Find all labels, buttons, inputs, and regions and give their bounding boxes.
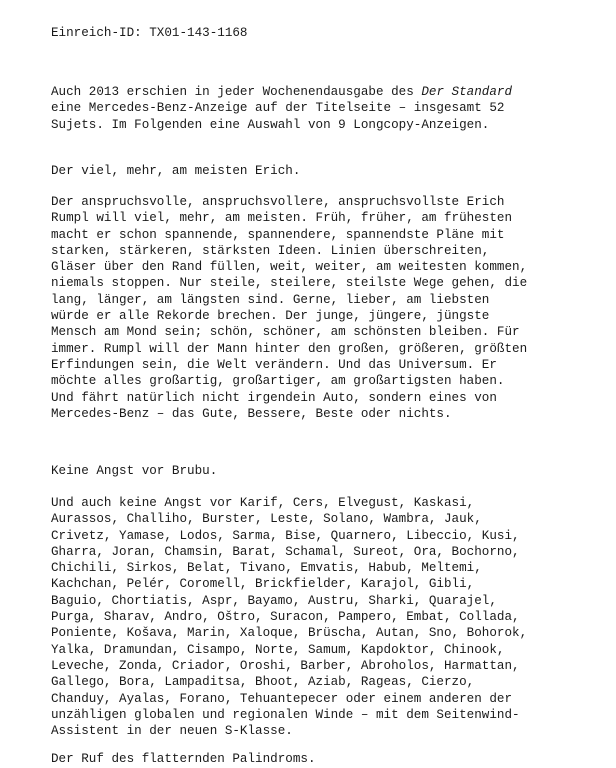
intro-line-2: eine Mercedes-Benz-Anzeige auf der Titelseite – insgesamt 52 bbox=[51, 101, 505, 116]
paragraph-line: möchte alles großartig, großartiger, am großartigsten haben. bbox=[51, 374, 505, 389]
paragraph-line: Crivetz, Yamase, Lodos, Sarma, Bise, Quarnero, Libeccio, Kusi, bbox=[51, 528, 520, 543]
paragraph-line: Leveche, Zonda, Criador, Oroshi, Barber, Abroholos, Harmattan, bbox=[51, 658, 520, 673]
section-1-heading: Der viel, mehr, am meisten Erich. bbox=[51, 164, 301, 178]
intro-line-3: Sujets. Im Folgenden eine Auswahl von 9 Longcopy-Anzeigen. bbox=[51, 117, 490, 132]
paragraph-line: Kachchan, Pelér, Coromell, Brickfielder, Karajol, Gibli, bbox=[51, 577, 475, 592]
paragraph-line: Chichili, Sirkos, Belat, Tivano, Emvatis, Habub, Meltemi, bbox=[51, 561, 482, 576]
paragraph-line: Der anspruchsvolle, anspruchsvollere, anspruchsvollste Erich bbox=[51, 195, 505, 209]
submission-id: Einreich-ID: TX01-143-1168 bbox=[51, 26, 248, 40]
paragraph-line: Assistent in der neuen S-Klasse. bbox=[51, 724, 293, 739]
paragraph-line: unzähligen globalen und regionalen Winde – mit dem Seitenwind- bbox=[51, 707, 520, 722]
intro-line-1 bbox=[51, 84, 512, 100]
intro-paragraph bbox=[51, 84, 512, 133]
paragraph-line: macht er schon spannende, spannendere, spannendste Pläne mit bbox=[51, 227, 505, 242]
paragraph-line: Und auch keine Angst vor Karif, Cers, Elvegust, Kaskasi, bbox=[51, 496, 475, 510]
paragraph-line: starken, stärkeren, stärksten Ideen. Linien überschreiten, bbox=[51, 243, 490, 258]
paragraph-line: Erfindungen sein, die Welt verändern. Und das Universum. Er bbox=[51, 357, 497, 372]
section-1-paragraph bbox=[51, 194, 527, 422]
section-2-paragraph bbox=[51, 495, 527, 739]
paragraph-line: immer. Rumpl will der Mann hinter den großen, größeren, größten bbox=[51, 341, 528, 356]
paragraph-line: Purga, Sharav, Andro, Oštro, Suracon, Pampero, Embat, Collada, bbox=[51, 610, 520, 625]
paragraph-line: Mensch am Mond sein; schön, schöner, am schönsten bleiben. Für bbox=[51, 325, 520, 340]
paragraph-line: niemals stoppen. Nur steile, steilere, steilste Wege gehen, die bbox=[51, 276, 528, 291]
paragraph-line: lang, länger, am längsten sind. Gerne, lieber, am liebsten bbox=[51, 292, 490, 307]
paragraph-line: Gharra, Joran, Chamsin, Barat, Schamal, Sureot, Ora, Bochorno, bbox=[51, 544, 520, 559]
section-2-heading: Keine Angst vor Brubu. bbox=[51, 464, 218, 478]
paragraph-line: Gallego, Bora, Lampaditsa, Bhoot, Aziab, Rageas, Cierzo, bbox=[51, 675, 475, 690]
paragraph-line: Chanduy, Ayalas, Forano, Tehuantepecer oder einem anderen der bbox=[51, 691, 513, 706]
paragraph-line: Gläser über den Rand füllen, weit, weiter, am weitesten kommen, bbox=[51, 260, 528, 275]
paragraph-line: würde er alle Rekorde brechen. Der junge, jüngere, jüngste bbox=[51, 309, 490, 324]
paragraph-line: Aurassos, Challiho, Burster, Leste, Solano, Wambra, Jauk, bbox=[51, 512, 482, 527]
paragraph-line: Yalka, Dramundan, Cisampo, Norte, Samum, Kapdoktor, Chinook, bbox=[51, 642, 505, 657]
paragraph-line: Baguio, Chortiatis, Aspr, Bayamo, Austru, Sharki, Quarajel, bbox=[51, 593, 497, 608]
paragraph-line: Poniente, Košava, Marin, Xaloque, Brüscha, Autan, Sno, Bohorok, bbox=[51, 626, 528, 641]
paragraph-line: Und fährt natürlich nicht irgendein Auto, sondern eines von bbox=[51, 390, 497, 405]
paragraph-line: Mercedes-Benz – das Gute, Bessere, Beste oder nichts. bbox=[51, 406, 452, 421]
paragraph-line: Rumpl will viel, mehr, am meisten. Früh, früher, am frühesten bbox=[51, 211, 513, 226]
intro-publication-name: Der Standard bbox=[421, 85, 513, 99]
intro-line-1-text: Auch 2013 erschien in jeder Wochenendausgabe des bbox=[51, 85, 422, 99]
section-3-heading: Der Ruf des flatternden Palindroms. bbox=[51, 752, 316, 766]
